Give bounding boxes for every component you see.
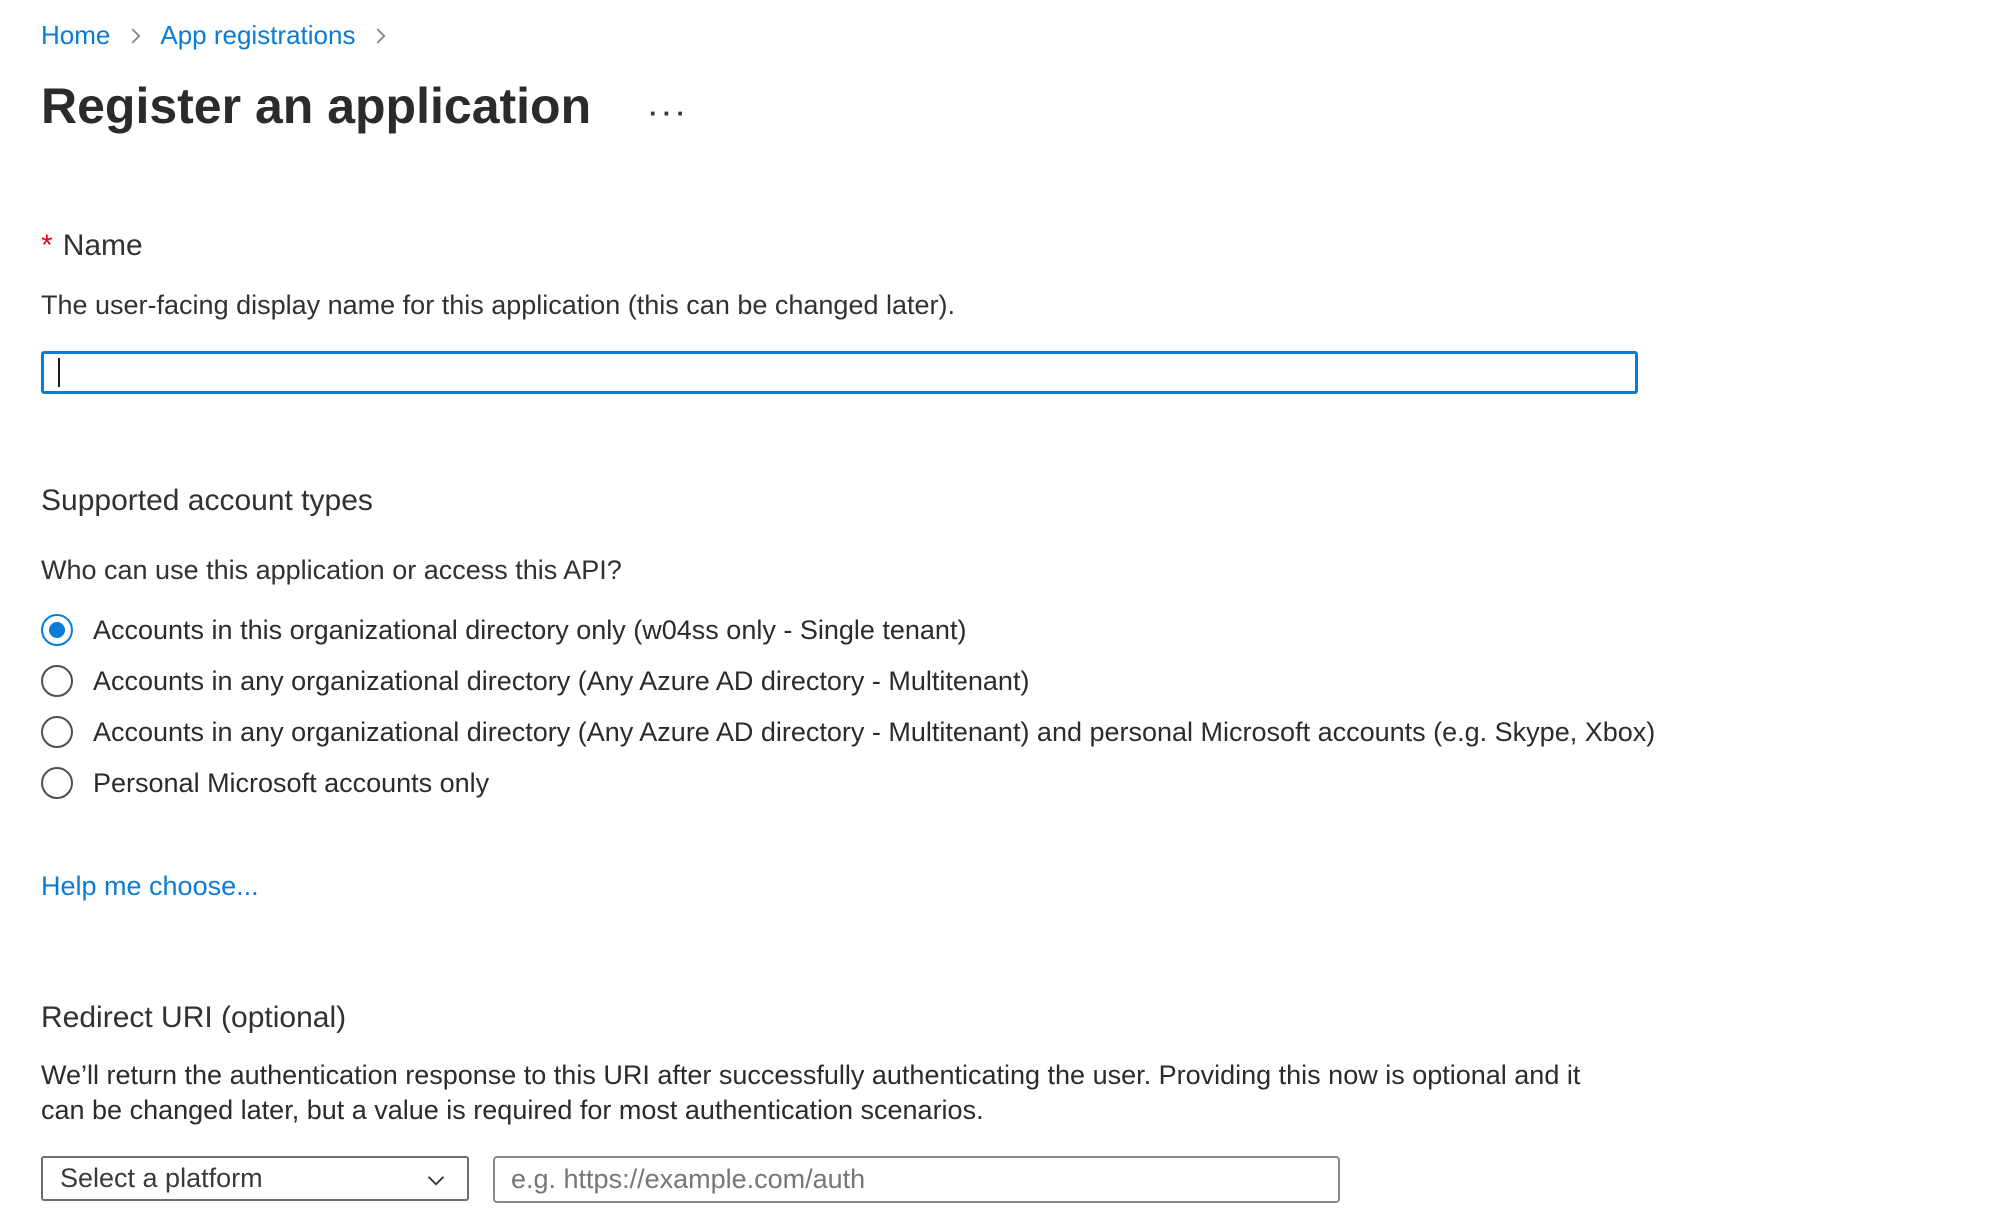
name-input[interactable] (41, 351, 1638, 394)
name-field-label (41, 229, 2006, 265)
required-asterisk: * (41, 229, 53, 262)
radio-multitenant[interactable] (41, 664, 2006, 698)
name-input-wrap (41, 351, 1638, 394)
redirect-uri-input[interactable] (493, 1156, 1340, 1203)
radio-button-icon[interactable] (41, 614, 73, 646)
page-title: Register an application (41, 78, 592, 134)
chevron-right-icon (369, 25, 391, 47)
radio-button-icon[interactable] (41, 716, 73, 748)
name-label-text: Name (62, 229, 143, 262)
breadcrumb (41, 20, 2006, 50)
radio-label: Accounts in any organizational directory (Any Azure AD directory - Multitenant) and personal Microsoft accounts (e.g. Skype, Xbox) (93, 716, 1656, 747)
page-header (41, 75, 2006, 137)
radio-button-icon[interactable] (41, 665, 73, 697)
help-me-choose-link[interactable]: Help me choose... (41, 871, 259, 901)
chevron-right-icon (124, 25, 146, 47)
breadcrumb-home-link[interactable]: Home (41, 19, 111, 50)
breadcrumb-app-registrations-link[interactable]: App registrations (160, 19, 356, 50)
platform-select-value: Select a platform (60, 1163, 263, 1193)
redirect-uri-controls (41, 1156, 2006, 1203)
account-type-radio-group (41, 613, 2006, 800)
supported-account-types-heading: Supported account types (41, 484, 373, 517)
radio-label: Accounts in this organizational directory only (w04ss only - Single tenant) (93, 614, 967, 645)
text-cursor (58, 358, 60, 387)
name-field-description: The user-facing display name for this application (this can be changed later). (41, 290, 955, 320)
radio-label: Personal Microsoft accounts only (93, 767, 490, 798)
redirect-uri-heading: Redirect URI (optional) (41, 1001, 347, 1034)
radio-personal-only[interactable] (41, 766, 2006, 800)
chevron-down-icon (421, 1165, 451, 1195)
account-types-question: Who can use this application or access this API? (41, 555, 622, 585)
redirect-uri-description: We’ll return the authentication response to this URI after successfully authenticating the user. Providing this now is optional and it can be changed later, but a value is required for most authentication scenarios. (41, 1060, 1581, 1125)
ellipsis-more-menu-icon[interactable]: ··· (649, 98, 691, 128)
platform-select-dropdown[interactable] (41, 1156, 469, 1201)
radio-multitenant-personal[interactable] (41, 715, 2006, 749)
radio-single-tenant[interactable] (41, 613, 2006, 647)
radio-button-icon[interactable] (41, 767, 73, 799)
radio-label: Accounts in any organizational directory (Any Azure AD directory - Multitenant) (93, 665, 1030, 696)
